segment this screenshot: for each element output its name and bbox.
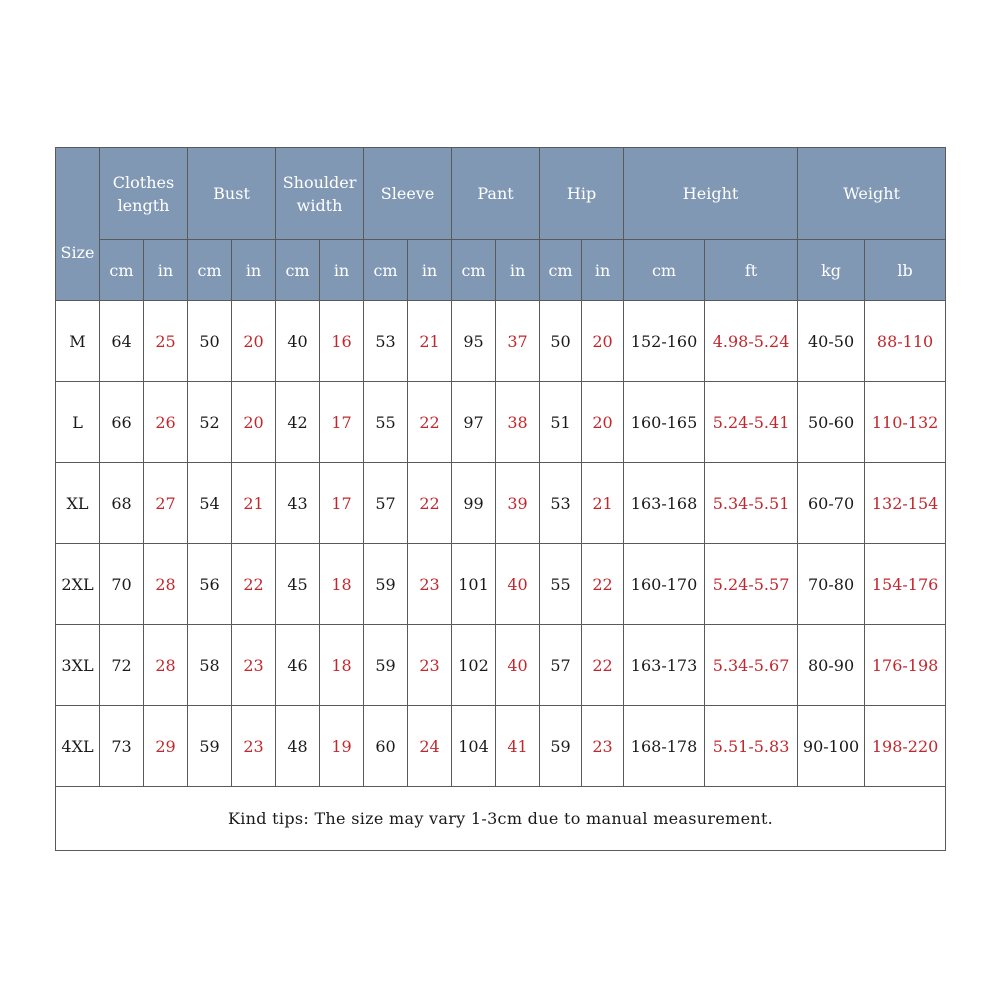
- unit-header: in: [496, 240, 540, 301]
- metric-value-cell: 70-80: [798, 544, 865, 625]
- unit-header: cm: [364, 240, 408, 301]
- metric-value-cell: 53: [364, 301, 408, 382]
- imperial-value-cell: 23: [232, 625, 276, 706]
- metric-value-cell: 42: [276, 382, 320, 463]
- size-chart-table: [55, 147, 946, 851]
- metric-value-cell: 168-178: [624, 706, 705, 787]
- imperial-value-cell: 18: [320, 544, 364, 625]
- unit-header: cm: [452, 240, 496, 301]
- metric-value-cell: 55: [540, 544, 582, 625]
- metric-value-cell: 95: [452, 301, 496, 382]
- height-header: Height: [624, 148, 798, 240]
- imperial-value-cell: 22: [408, 463, 452, 544]
- imperial-value-cell: 17: [320, 463, 364, 544]
- imperial-value-cell: 38: [496, 382, 540, 463]
- size-cell: 2XL: [56, 544, 100, 625]
- imperial-value-cell: 21: [408, 301, 452, 382]
- metric-value-cell: 101: [452, 544, 496, 625]
- metric-value-cell: 50: [188, 301, 232, 382]
- unit-header: in: [144, 240, 188, 301]
- imperial-value-cell: 26: [144, 382, 188, 463]
- unit-header: cm: [188, 240, 232, 301]
- table-footer: [56, 787, 946, 851]
- metric-value-cell: 51: [540, 382, 582, 463]
- metric-value-cell: 102: [452, 625, 496, 706]
- imperial-value-cell: 17: [320, 382, 364, 463]
- metric-value-cell: 56: [188, 544, 232, 625]
- metric-value-cell: 68: [100, 463, 144, 544]
- table-row: [56, 463, 946, 544]
- weight-header: Weight: [798, 148, 946, 240]
- imperial-value-cell: 20: [582, 301, 624, 382]
- header-unit-row: [56, 240, 946, 301]
- table-row: [56, 544, 946, 625]
- metric-value-cell: 59: [364, 625, 408, 706]
- imperial-value-cell: 154-176: [865, 544, 946, 625]
- metric-value-cell: 60: [364, 706, 408, 787]
- imperial-value-cell: 20: [582, 382, 624, 463]
- imperial-value-cell: 23: [582, 706, 624, 787]
- metric-value-cell: 45: [276, 544, 320, 625]
- imperial-value-cell: 37: [496, 301, 540, 382]
- imperial-value-cell: 22: [582, 544, 624, 625]
- imperial-value-cell: 27: [144, 463, 188, 544]
- metric-value-cell: 70: [100, 544, 144, 625]
- unit-header: in: [408, 240, 452, 301]
- table-row: [56, 382, 946, 463]
- metric-value-cell: 59: [364, 544, 408, 625]
- unit-header: ft: [705, 240, 798, 301]
- imperial-value-cell: 24: [408, 706, 452, 787]
- table-row: [56, 301, 946, 382]
- metric-value-cell: 50-60: [798, 382, 865, 463]
- imperial-value-cell: 5.34-5.67: [705, 625, 798, 706]
- metric-value-cell: 59: [188, 706, 232, 787]
- imperial-value-cell: 29: [144, 706, 188, 787]
- unit-header: kg: [798, 240, 865, 301]
- metric-value-cell: 53: [540, 463, 582, 544]
- metric-value-cell: 50: [540, 301, 582, 382]
- imperial-value-cell: 20: [232, 301, 276, 382]
- metric-value-cell: 104: [452, 706, 496, 787]
- metric-value-cell: 40: [276, 301, 320, 382]
- size-cell: 4XL: [56, 706, 100, 787]
- size-cell: M: [56, 301, 100, 382]
- metric-value-cell: 58: [188, 625, 232, 706]
- size-rows: [56, 301, 946, 787]
- metric-value-cell: 163-173: [624, 625, 705, 706]
- imperial-value-cell: 20: [232, 382, 276, 463]
- imperial-value-cell: 198-220: [865, 706, 946, 787]
- metric-value-cell: 160-165: [624, 382, 705, 463]
- bust-header: Bust: [188, 148, 276, 240]
- imperial-value-cell: 19: [320, 706, 364, 787]
- imperial-value-cell: 5.34-5.51: [705, 463, 798, 544]
- table-row: [56, 625, 946, 706]
- pant-header: Pant: [452, 148, 540, 240]
- imperial-value-cell: 25: [144, 301, 188, 382]
- unit-header: cm: [100, 240, 144, 301]
- unit-header: cm: [276, 240, 320, 301]
- imperial-value-cell: 18: [320, 625, 364, 706]
- metric-value-cell: 40-50: [798, 301, 865, 382]
- table-row: [56, 706, 946, 787]
- imperial-value-cell: 88-110: [865, 301, 946, 382]
- metric-value-cell: 54: [188, 463, 232, 544]
- metric-value-cell: 48: [276, 706, 320, 787]
- imperial-value-cell: 23: [232, 706, 276, 787]
- clothes-length-header: Clothes length: [100, 148, 188, 240]
- imperial-value-cell: 40: [496, 544, 540, 625]
- imperial-value-cell: 22: [582, 625, 624, 706]
- imperial-value-cell: 21: [582, 463, 624, 544]
- metric-value-cell: 59: [540, 706, 582, 787]
- metric-value-cell: 60-70: [798, 463, 865, 544]
- imperial-value-cell: 5.24-5.41: [705, 382, 798, 463]
- unit-header: cm: [540, 240, 582, 301]
- sleeve-header: Sleeve: [364, 148, 452, 240]
- imperial-value-cell: 28: [144, 625, 188, 706]
- metric-value-cell: 55: [364, 382, 408, 463]
- metric-value-cell: 163-168: [624, 463, 705, 544]
- metric-value-cell: 90-100: [798, 706, 865, 787]
- imperial-value-cell: 23: [408, 625, 452, 706]
- metric-value-cell: 72: [100, 625, 144, 706]
- imperial-value-cell: 22: [232, 544, 276, 625]
- imperial-value-cell: 22: [408, 382, 452, 463]
- size-cell: XL: [56, 463, 100, 544]
- hip-header: Hip: [540, 148, 624, 240]
- unit-header: in: [232, 240, 276, 301]
- metric-value-cell: 160-170: [624, 544, 705, 625]
- metric-value-cell: 64: [100, 301, 144, 382]
- metric-value-cell: 152-160: [624, 301, 705, 382]
- imperial-value-cell: 176-198: [865, 625, 946, 706]
- imperial-value-cell: 5.24-5.57: [705, 544, 798, 625]
- unit-header: in: [582, 240, 624, 301]
- imperial-value-cell: 39: [496, 463, 540, 544]
- unit-header: lb: [865, 240, 946, 301]
- imperial-value-cell: 132-154: [865, 463, 946, 544]
- shoulder-width-header: Shoulder width: [276, 148, 364, 240]
- imperial-value-cell: 110-132: [865, 382, 946, 463]
- metric-value-cell: 80-90: [798, 625, 865, 706]
- table-header: [56, 148, 946, 301]
- imperial-value-cell: 28: [144, 544, 188, 625]
- metric-value-cell: 46: [276, 625, 320, 706]
- imperial-value-cell: 23: [408, 544, 452, 625]
- metric-value-cell: 73: [100, 706, 144, 787]
- metric-value-cell: 66: [100, 382, 144, 463]
- metric-value-cell: 52: [188, 382, 232, 463]
- metric-value-cell: 57: [364, 463, 408, 544]
- header-group-row: [56, 148, 946, 240]
- metric-value-cell: 99: [452, 463, 496, 544]
- size-column-header: Size: [56, 148, 100, 301]
- unit-header: in: [320, 240, 364, 301]
- metric-value-cell: 97: [452, 382, 496, 463]
- metric-value-cell: 43: [276, 463, 320, 544]
- size-cell: 3XL: [56, 625, 100, 706]
- kind-tips-note: Kind tips: The size may vary 1-3cm due to manual measurement.: [56, 787, 946, 851]
- imperial-value-cell: 4.98-5.24: [705, 301, 798, 382]
- unit-header: cm: [624, 240, 705, 301]
- imperial-value-cell: 5.51-5.83: [705, 706, 798, 787]
- imperial-value-cell: 41: [496, 706, 540, 787]
- imperial-value-cell: 40: [496, 625, 540, 706]
- tips-row: [56, 787, 946, 851]
- imperial-value-cell: 21: [232, 463, 276, 544]
- size-cell: L: [56, 382, 100, 463]
- metric-value-cell: 57: [540, 625, 582, 706]
- imperial-value-cell: 16: [320, 301, 364, 382]
